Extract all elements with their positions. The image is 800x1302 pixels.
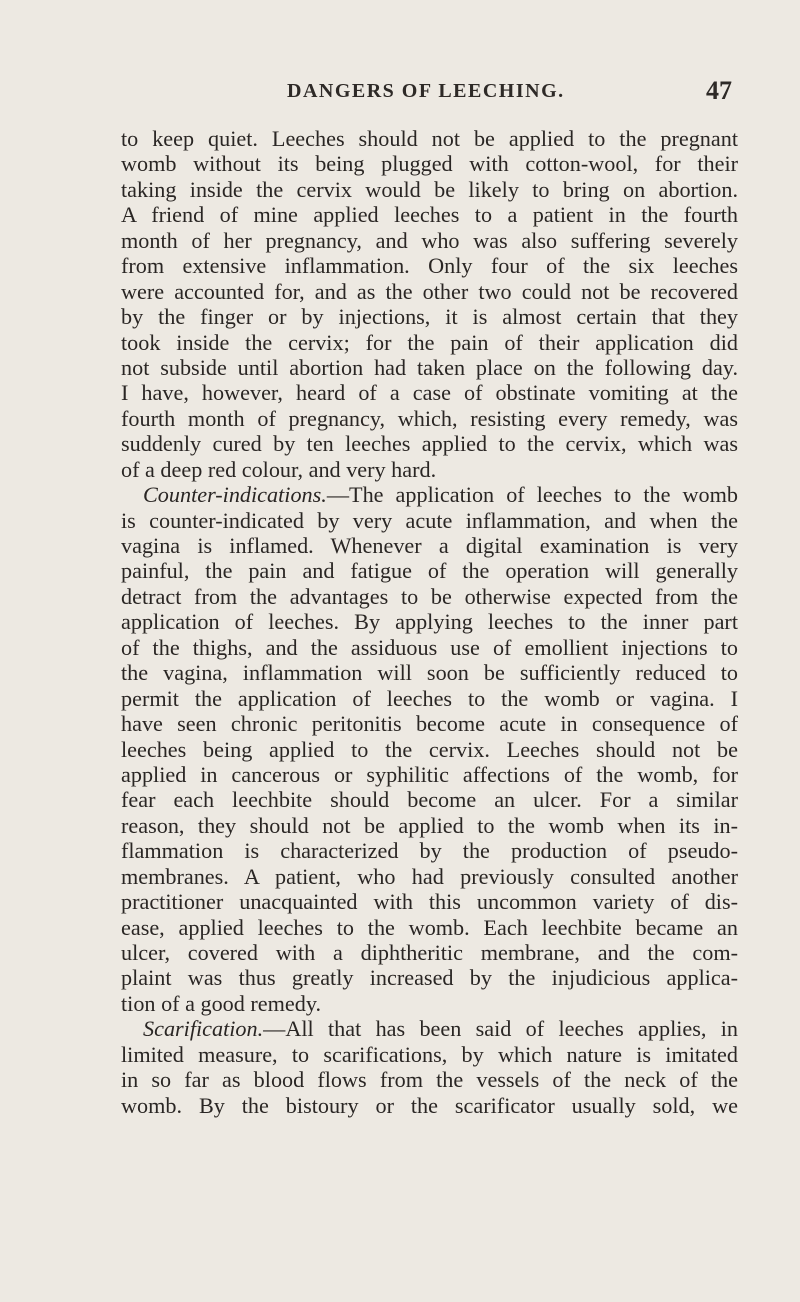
text-line: detract from the advantages to be otherwise expected from the — [121, 583, 738, 609]
text-line: by the finger or by injections, it is almost certain that they — [121, 304, 738, 330]
page-header — [0, 76, 800, 106]
text-line: plaint was thus greatly increased by the injudicious applica- — [121, 965, 738, 991]
body-text — [121, 126, 738, 1118]
text-line: have seen chronic peritonitis become acute in consequence of — [121, 711, 738, 737]
section-heading-counter-indications: Counter-indications. — [143, 482, 327, 508]
text-line: from extensive inflammation. Only four of the six leeches — [121, 253, 738, 279]
text-line: limited measure, to scarifications, by which nature is imitated — [121, 1041, 738, 1067]
text-line: of a deep red colour, and very hard. — [121, 456, 437, 482]
text-line: application of leeches. By applying leeches to the inner part — [121, 609, 738, 635]
text-line: were accounted for, and as the other two could not be recovered — [121, 278, 738, 304]
text-line: applied in cancerous or syphilitic affections of the womb, for — [121, 761, 738, 787]
text-line: the vagina, inflammation will soon be sufficiently reduced to — [121, 660, 738, 686]
text-line: ease, applied leeches to the womb. Each leechbite became an — [121, 914, 738, 940]
text-line: flammation is characterized by the production of pseudo- — [121, 838, 738, 864]
page-number: 47 — [706, 76, 732, 105]
running-head: DANGERS OF LEECHING. — [287, 80, 565, 102]
text-line: in so far as blood flows from the vessels of the neck of the — [121, 1067, 738, 1093]
section-first-line — [121, 1016, 738, 1041]
text-line: painful, the pain and fatigue of the operation will generally — [121, 558, 738, 584]
text-line: suddenly cured by ten leeches applied to the cervix, which was — [121, 431, 738, 457]
text-line: taking inside the cervix would be likely to bring on abortion. — [121, 176, 738, 202]
text-line: of the thighs, and the assiduous use of emollient injections to — [121, 634, 738, 660]
text-line: tion of a good remedy. — [121, 990, 322, 1016]
text-line: leeches being applied to the cervix. Leeches should not be — [121, 736, 738, 762]
text-line: practitioner unacquainted with this uncommon variety of dis- — [121, 889, 738, 915]
text-line: not subside until abortion had taken place on the following day. — [121, 354, 738, 380]
section-lead-text: —All that has been said of leeches applies, in — [263, 1016, 738, 1042]
text-line: fourth month of pregnancy, which, resisting every remedy, was — [121, 405, 738, 431]
text-line: womb without its being plugged with cotton-wool, for their — [121, 151, 738, 177]
section-first-line — [121, 482, 738, 507]
text-line: is counter-indicated by very acute inflammation, and when the — [121, 507, 738, 533]
text-line: womb. By the bistoury or the scarificator usually sold, we — [121, 1092, 738, 1118]
text-line: I have, however, heard of a case of obstinate vomiting at the — [121, 380, 738, 406]
text-line: permit the application of leeches to the womb or vagina. I — [121, 685, 738, 711]
text-line: ulcer, covered with a diphtheritic membrane, and the com- — [121, 940, 738, 965]
section-heading-scarification: Scarification. — [143, 1016, 264, 1042]
text-line: membranes. A patient, who had previously consulted another — [121, 863, 738, 889]
text-line: vagina is inflamed. Whenever a digital examination is very — [121, 533, 738, 558]
text-line: fear each leechbite should become an ulcer. For a similar — [121, 787, 738, 813]
text-line: reason, they should not be applied to the womb when its in- — [121, 812, 738, 838]
text-line: month of her pregnancy, and who was also suffering severely — [121, 227, 738, 253]
text-line: to keep quiet. Leeches should not be applied to the pregnant — [121, 126, 738, 151]
section-lead-text: —The application of leeches to the womb — [326, 482, 738, 508]
text-line: took inside the cervix; for the pain of their application did — [121, 329, 738, 355]
text-line: A friend of mine applied leeches to a patient in the fourth — [121, 202, 738, 228]
